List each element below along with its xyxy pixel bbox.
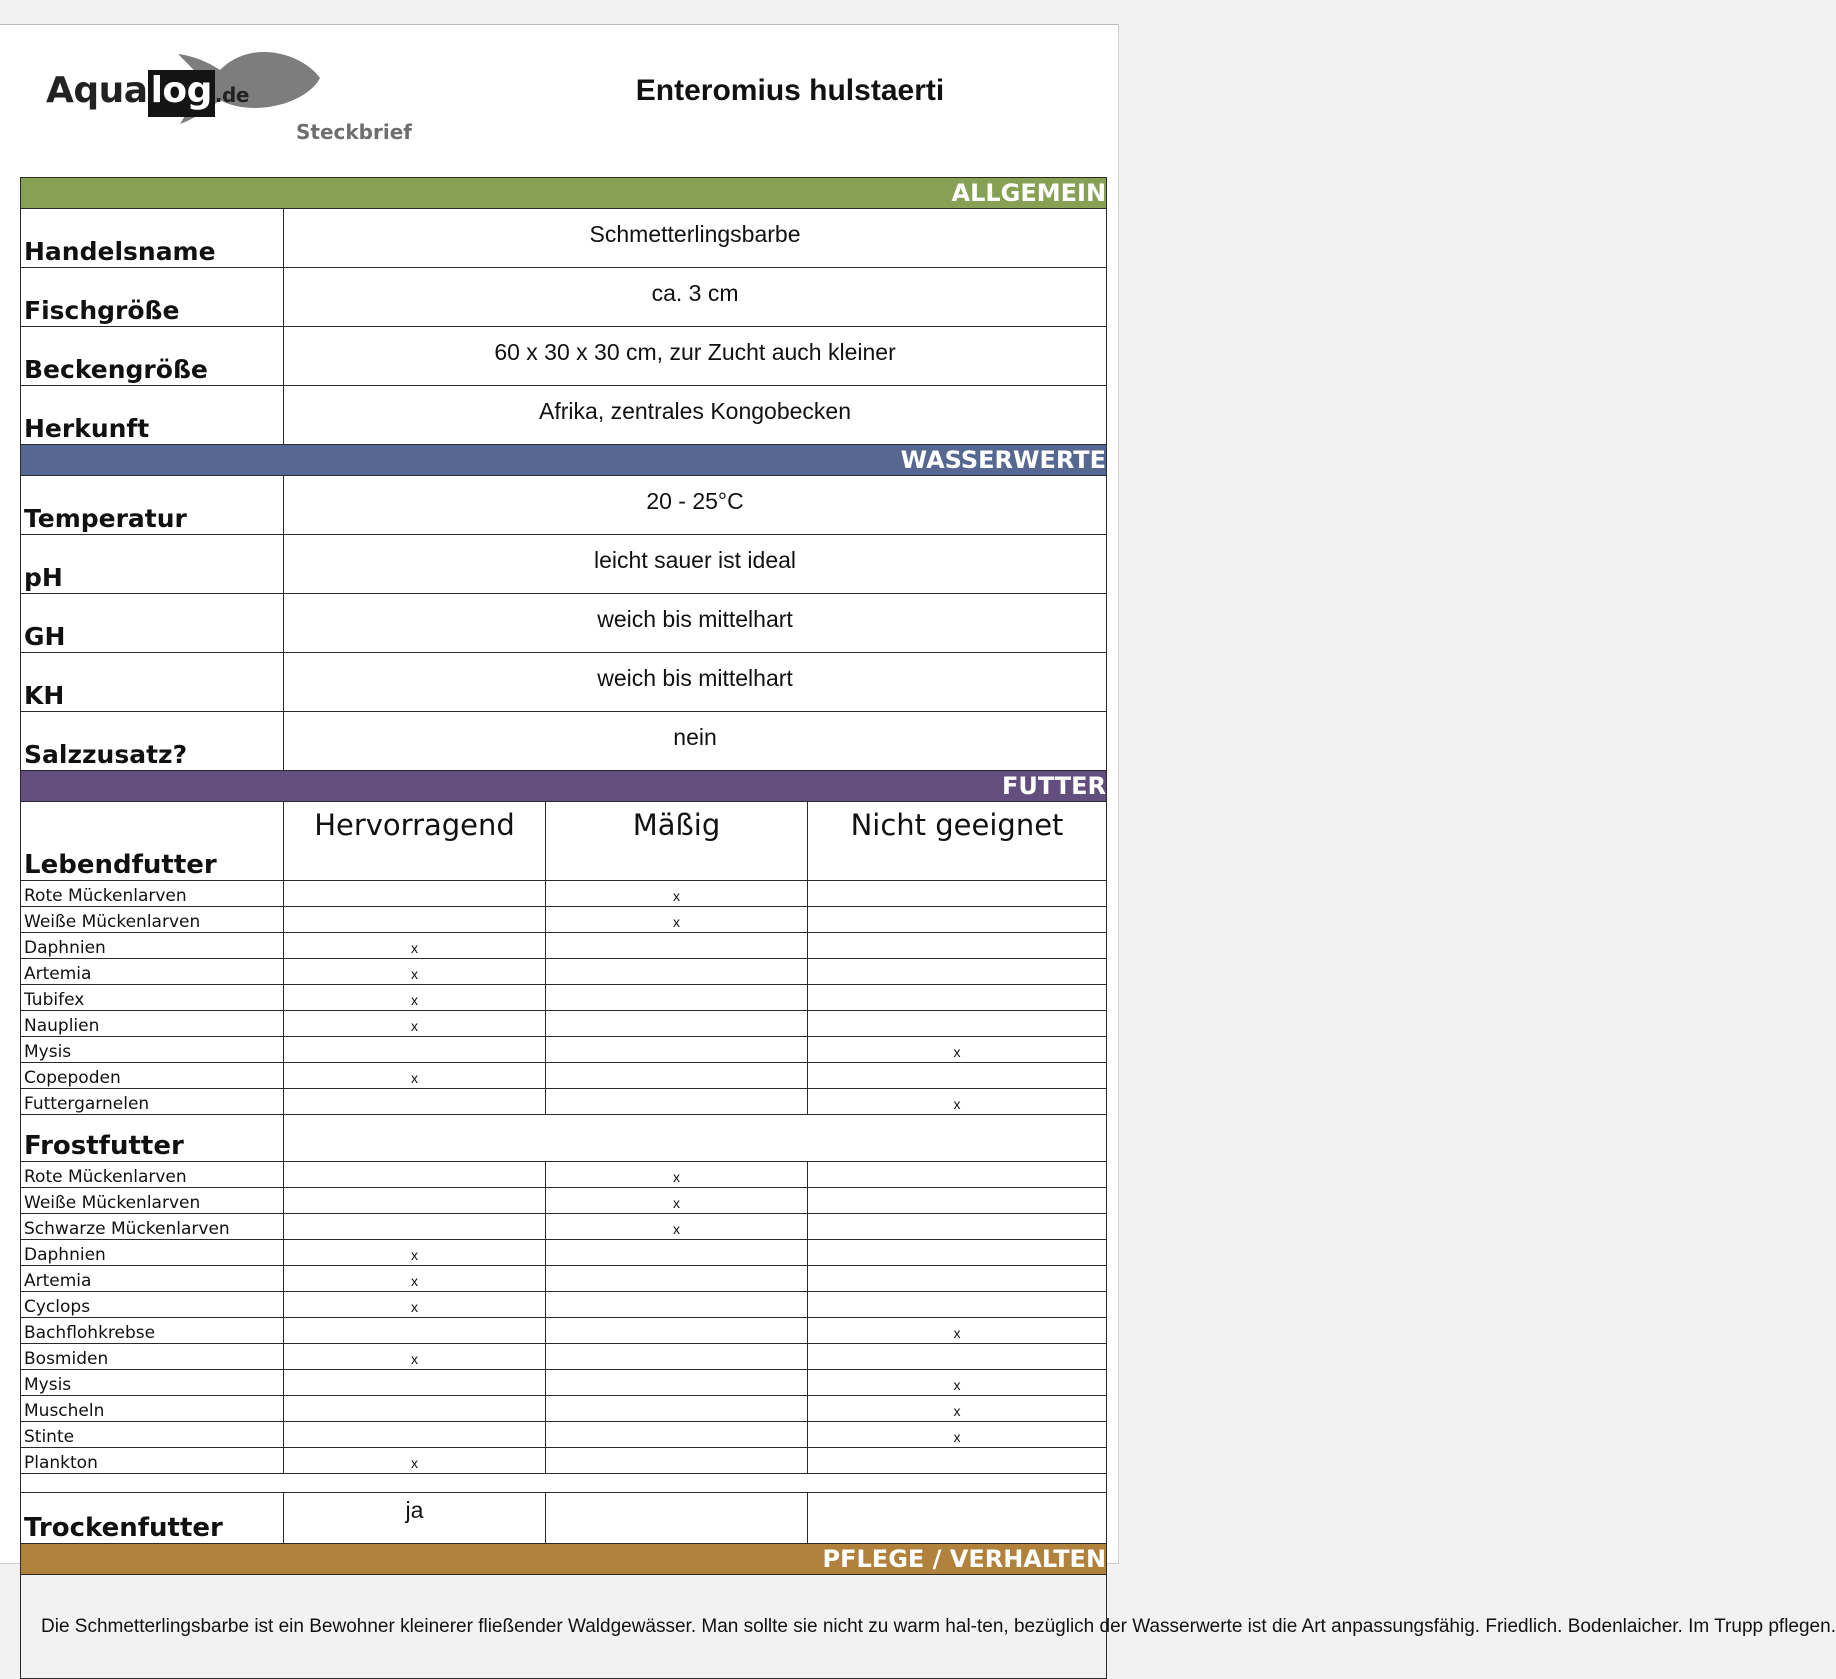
rating-mark-hervorragend: [284, 1162, 546, 1188]
rating-mark-nicht-geeignet: [808, 1188, 1107, 1214]
rating-mark-maessig: [546, 1370, 808, 1396]
rating-mark-nicht-geeignet: x: [808, 1396, 1107, 1422]
rating-mark-maessig: [546, 1344, 808, 1370]
food-name: Plankton: [21, 1448, 284, 1474]
food-name: Mysis: [21, 1037, 284, 1063]
spacer-cell: [21, 1474, 1107, 1493]
row-label: pH: [21, 535, 284, 594]
rating-mark-nicht-geeignet: x: [808, 1318, 1107, 1344]
column-header-hervorragend: Hervorragend: [284, 802, 546, 881]
fact-sheet-table: [20, 177, 1836, 1679]
rating-mark-hervorragend: [284, 1188, 546, 1214]
logo-wordmark: [46, 70, 249, 111]
food-row: [21, 959, 1107, 985]
rating-mark-maessig: [546, 1396, 808, 1422]
food-row: [21, 1240, 1107, 1266]
row-value: leicht sauer ist ideal: [284, 535, 1107, 594]
rating-mark-hervorragend: [284, 1422, 546, 1448]
food-row: [21, 1344, 1107, 1370]
section-title: WASSERWERTE: [21, 445, 1107, 476]
food-row: [21, 907, 1107, 933]
food-name: Tubifex: [21, 985, 284, 1011]
species-title: Enteromius hulstaerti: [635, 74, 945, 107]
food-row: [21, 1448, 1107, 1474]
rating-mark-maessig: x: [546, 907, 808, 933]
rating-mark-nicht-geeignet: [808, 1214, 1107, 1240]
frostfutter-header-blank: [284, 1115, 1107, 1162]
trockenfutter-label: Trockenfutter: [21, 1493, 284, 1544]
row-label: KH: [21, 653, 284, 712]
rating-mark-maessig: [546, 985, 808, 1011]
food-name: Daphnien: [21, 1240, 284, 1266]
row-label: Temperatur: [21, 476, 284, 535]
rating-mark-nicht-geeignet: [808, 1266, 1107, 1292]
food-row: [21, 881, 1107, 907]
food-name: Stinte: [21, 1422, 284, 1448]
food-row: [21, 985, 1107, 1011]
info-row: [21, 653, 1107, 712]
rating-mark-nicht-geeignet: [808, 1011, 1107, 1037]
rating-mark-hervorragend: [284, 1037, 546, 1063]
lebendfutter-rows: [21, 881, 1107, 1115]
row-label: Fischgröße: [21, 268, 284, 327]
food-name: Bachflohkrebse: [21, 1318, 284, 1344]
rating-mark-maessig: [546, 1011, 808, 1037]
food-name: Cyclops: [21, 1292, 284, 1318]
rating-mark-hervorragend: x: [284, 1448, 546, 1474]
food-name: Mysis: [21, 1370, 284, 1396]
food-name: Schwarze Mückenlarven: [21, 1214, 284, 1240]
rating-mark-maessig: [546, 1266, 808, 1292]
food-name: Futtergarnelen: [21, 1089, 284, 1115]
pflege-description: Die Schmetterlingsbarbe ist ein Bewohner kleinerer fließender Waldgewässer. Man sollte sie nicht zu warm hal-ten, bezüglich der Wasserwerte ist die Art anpassungsfähig. Friedlich. Bodenlaicher. Im Trupp pflegen.: [21, 1575, 1107, 1679]
rating-mark-nicht-geeignet: [808, 1063, 1107, 1089]
food-name: Daphnien: [21, 933, 284, 959]
rating-mark-nicht-geeignet: [808, 881, 1107, 907]
rating-mark-maessig: [546, 1448, 808, 1474]
rating-mark-hervorragend: x: [284, 985, 546, 1011]
info-row: [21, 535, 1107, 594]
food-row: [21, 1292, 1107, 1318]
section-header-pflege: [21, 1544, 1107, 1575]
food-row: [21, 1396, 1107, 1422]
info-row: [21, 386, 1107, 445]
rating-mark-maessig: x: [546, 1214, 808, 1240]
food-row: [21, 1318, 1107, 1344]
food-row: [21, 933, 1107, 959]
rating-mark-nicht-geeignet: [808, 907, 1107, 933]
rating-mark-nicht-geeignet: [808, 1344, 1107, 1370]
food-row: [21, 1422, 1107, 1448]
rating-mark-maessig: x: [546, 1162, 808, 1188]
row-value: Schmetterlingsbarbe: [284, 209, 1107, 268]
rating-mark-hervorragend: x: [284, 1011, 546, 1037]
row-label: Herkunft: [21, 386, 284, 445]
rating-mark-hervorragend: x: [284, 933, 546, 959]
rating-mark-hervorragend: x: [284, 1344, 546, 1370]
logo-text-a: Aqua: [46, 70, 148, 111]
section-title: PFLEGE / VERHALTEN: [21, 1544, 1107, 1575]
rating-mark-maessig: [546, 1318, 808, 1344]
rating-mark-maessig: [546, 1037, 808, 1063]
row-value: weich bis mittelhart: [284, 594, 1107, 653]
rating-mark-hervorragend: x: [284, 959, 546, 985]
futter-column-header-row: [21, 802, 1107, 881]
rating-mark-hervorragend: [284, 1214, 546, 1240]
row-value: 20 - 25°C: [284, 476, 1107, 535]
rating-mark-hervorragend: [284, 1396, 546, 1422]
food-row: [21, 1266, 1107, 1292]
rating-mark-maessig: [546, 1089, 808, 1115]
rating-mark-maessig: [546, 1292, 808, 1318]
column-header-nicht-geeignet: Nicht geeignet: [808, 802, 1107, 881]
rating-mark-hervorragend: [284, 1089, 546, 1115]
rating-mark-maessig: x: [546, 881, 808, 907]
info-row: [21, 476, 1107, 535]
section-title: ALLGEMEIN: [21, 178, 1107, 209]
food-name: Weiße Mückenlarven: [21, 1188, 284, 1214]
row-value: weich bis mittelhart: [284, 653, 1107, 712]
row-value: Afrika, zentrales Kongobecken: [284, 386, 1107, 445]
pflege-description-row: [21, 1575, 1107, 1679]
aqualog-logo: [46, 48, 426, 158]
lebendfutter-label: Lebendfutter: [21, 802, 284, 881]
rating-mark-nicht-geeignet: [808, 959, 1107, 985]
food-name: Bosmiden: [21, 1344, 284, 1370]
food-name: Rote Mückenlarven: [21, 1162, 284, 1188]
rating-mark-maessig: [546, 1063, 808, 1089]
section-header-futter: [21, 771, 1107, 802]
row-label: GH: [21, 594, 284, 653]
food-name: Artemia: [21, 959, 284, 985]
food-name: Nauplien: [21, 1011, 284, 1037]
info-row: [21, 594, 1107, 653]
spacer-row: [21, 1474, 1107, 1493]
food-row: [21, 1162, 1107, 1188]
rating-mark-maessig: [546, 959, 808, 985]
row-label: Handelsname: [21, 209, 284, 268]
food-name: Weiße Mückenlarven: [21, 907, 284, 933]
trockenfutter-nicht-geeignet: [808, 1493, 1107, 1544]
row-value: ca. 3 cm: [284, 268, 1107, 327]
rating-mark-nicht-geeignet: [808, 933, 1107, 959]
rating-mark-maessig: x: [546, 1188, 808, 1214]
section-title: FUTTER: [21, 771, 1107, 802]
food-name: Copepoden: [21, 1063, 284, 1089]
rating-mark-nicht-geeignet: x: [808, 1422, 1107, 1448]
food-row: [21, 1214, 1107, 1240]
frostfutter-header-row: [21, 1115, 1107, 1162]
rating-mark-maessig: [546, 1422, 808, 1448]
rating-mark-nicht-geeignet: [808, 1448, 1107, 1474]
food-row: [21, 1370, 1107, 1396]
food-row: [21, 1188, 1107, 1214]
row-label: Salzzusatz?: [21, 712, 284, 771]
rating-mark-hervorragend: x: [284, 1240, 546, 1266]
row-value: nein: [284, 712, 1107, 771]
row-label: Beckengröße: [21, 327, 284, 386]
rating-mark-nicht-geeignet: [808, 985, 1107, 1011]
food-name: Muscheln: [21, 1396, 284, 1422]
rating-mark-nicht-geeignet: x: [808, 1037, 1107, 1063]
trockenfutter-hervorragend: ja: [284, 1493, 546, 1544]
info-row: [21, 209, 1107, 268]
logo-subtitle: Steckbrief: [296, 120, 412, 144]
frostfutter-rows: [21, 1162, 1107, 1474]
info-row: [21, 712, 1107, 771]
food-name: Rote Mückenlarven: [21, 881, 284, 907]
rating-mark-hervorragend: x: [284, 1292, 546, 1318]
food-row: [21, 1037, 1107, 1063]
food-row: [21, 1063, 1107, 1089]
rating-mark-hervorragend: x: [284, 1063, 546, 1089]
logo-text-tld: .de: [214, 83, 249, 107]
rating-mark-nicht-geeignet: [808, 1292, 1107, 1318]
section-header-wasserwerte: [21, 445, 1107, 476]
rating-mark-hervorragend: x: [284, 1266, 546, 1292]
frostfutter-label: Frostfutter: [21, 1115, 284, 1162]
logo-text-b: log: [148, 70, 215, 117]
rating-mark-hervorragend: [284, 1370, 546, 1396]
rating-mark-nicht-geeignet: x: [808, 1089, 1107, 1115]
row-value: 60 x 30 x 30 cm, zur Zucht auch kleiner: [284, 327, 1107, 386]
section-header-allgemein: [21, 178, 1107, 209]
rating-mark-nicht-geeignet: [808, 1162, 1107, 1188]
rating-mark-hervorragend: [284, 907, 546, 933]
rating-mark-nicht-geeignet: [808, 1240, 1107, 1266]
food-name: Artemia: [21, 1266, 284, 1292]
food-row: [21, 1011, 1107, 1037]
info-row: [21, 268, 1107, 327]
rating-mark-hervorragend: [284, 1318, 546, 1344]
info-row: [21, 327, 1107, 386]
column-header-maessig: Mäßig: [546, 802, 808, 881]
rating-mark-maessig: [546, 933, 808, 959]
rating-mark-maessig: [546, 1240, 808, 1266]
trockenfutter-row: [21, 1493, 1107, 1544]
trockenfutter-maessig: [546, 1493, 808, 1544]
rating-mark-nicht-geeignet: x: [808, 1370, 1107, 1396]
food-row: [21, 1089, 1107, 1115]
rating-mark-hervorragend: [284, 881, 546, 907]
